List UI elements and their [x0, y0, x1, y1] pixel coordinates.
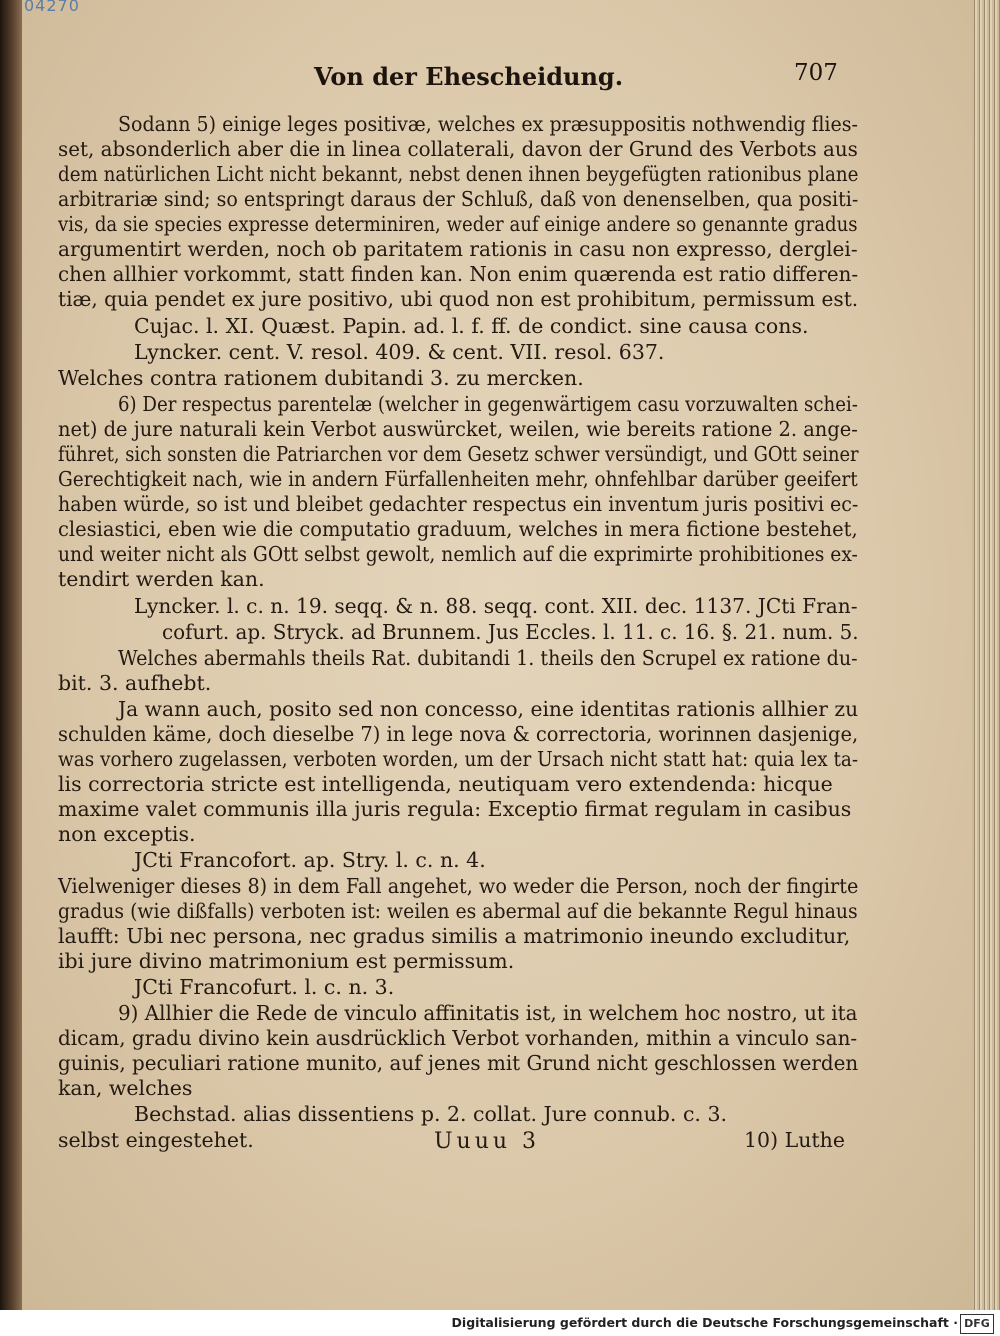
citation-line: cofurt. ap. Stryck. ad Brunnem. Jus Eccles. l. 11. c. 16. §. 21. num. 5.: [162, 620, 859, 644]
text-line: clesiastici, eben wie die computatio graduum, welches in mera fictione bestehet,: [58, 517, 858, 541]
footer-bar: [0, 1310, 1000, 1336]
text-line: lis correctoria stricte est intelligenda, neutiquam vero extendenda: hicque: [58, 772, 833, 796]
citation-line: JCti Francofort. ap. Stry. l. c. n. 4.: [134, 848, 486, 872]
citation-line: JCti Francofurt. l. c. n. 3.: [134, 975, 395, 999]
text-line: laufft: Ubi nec persona, nec gradus similis a matrimonio ineundo excluditur,: [58, 924, 851, 948]
catchword: 10) Luthe: [744, 1128, 845, 1152]
funding-notice: Digitalisierung gefördert durch die Deutsche Forschungsgemeinschaft ·: [451, 1315, 958, 1330]
text-line: kan, welches: [58, 1076, 193, 1100]
book-page: [22, 0, 972, 1310]
text-line: führet, sich sonsten die Patriarchen vor dem Gesetz schwer versündigt, und GOtt seiner: [58, 442, 859, 466]
citation-line: Lyncker. l. c. n. 19. seqq. & n. 88. seqq. cont. XII. dec. 1137. JCti Fran-: [134, 594, 858, 618]
text-line: 6) Der respectus parentelæ (welcher in gegenwärtigem casu vorzuwalten schei-: [118, 392, 858, 416]
text-line: set, absonderlich aber die in linea collaterali, davon der Grund des Verbots aus: [58, 137, 858, 161]
text-line: was vorhero zugelassen, verboten worden, um der Ursach nicht statt hat: quia lex ta-: [58, 747, 859, 771]
dfg-logo: DFG: [960, 1314, 994, 1334]
text-line: arbitrariæ sind; so entspringt daraus der Schluß, daß von denenselben, qua positi-: [58, 187, 859, 211]
running-head: Von der Ehescheidung.: [314, 62, 624, 91]
text-line: tiæ, quia pendet ex jure positivo, ubi quod non est prohibitum, permissum est.: [58, 287, 859, 311]
text-line: haben würde, so ist und bleibet gedachter respectus ein inventum juris positivi ec-: [58, 492, 859, 516]
text-line: 9) Allhier die Rede de vinculo affinitatis ist, in welchem hoc nostro, ut ita: [118, 1001, 858, 1025]
text-line: guinis, peculiari ratione munito, auf jenes mit Grund nicht geschlossen werden: [58, 1051, 859, 1075]
signature-mark: Uuuu 3: [434, 1129, 541, 1154]
citation-line: Lyncker. cent. V. resol. 409. & cent. VII. resol. 637.: [134, 340, 665, 364]
text-line: Sodann 5) einige leges positivæ, welches ex præsuppositis nothwendig flies-: [118, 112, 858, 136]
text-line: Gerechtigkeit nach, wie in andern Fürfallenheiten mehr, ohnfehlbar darüber geeifert: [58, 467, 858, 491]
page-number: 707: [794, 60, 838, 86]
text-line: dem natürlichen Licht nicht bekannt, nebst denen ihnen beygefügten rationibus plane: [58, 162, 859, 186]
text-line: ibi jure divino matrimonium est permissum.: [58, 949, 515, 973]
text-line: und weiter nicht als GOtt selbst gewolt, nemlich auf die exprimirte prohibitiones ex-: [58, 542, 858, 566]
text-line: gradus (wie dißfalls) verboten ist: weilen es abermal auf die bekannte Regul hinaus: [58, 899, 858, 923]
citation-line: Bechstad. alias dissentiens p. 2. collat. Jure connub. c. 3.: [134, 1102, 728, 1126]
book-spine-edge: [0, 0, 22, 1310]
text-line: selbst eingestehet.: [58, 1128, 254, 1152]
text-line: Ja wann auch, posito sed non concesso, eine identitas rationis allhier zu: [118, 697, 859, 721]
text-line: bit. 3. aufhebt.: [58, 671, 212, 695]
text-line: argumentirt werden, noch ob paritatem rationis in casu non expresso, derglei-: [58, 237, 858, 261]
text-line: Welches contra rationem dubitandi 3. zu mercken.: [58, 366, 584, 390]
text-line: net) de jure naturali kein Verbot auswürcket, weilen, wie bereits ratione 2. ange-: [58, 417, 858, 441]
page-stack-edge: [972, 0, 1000, 1310]
archive-stamp: 04270: [24, 0, 80, 15]
text-line: Welches abermahls theils Rat. dubitandi 1. theils den Scrupel ex ratione du-: [118, 646, 858, 670]
text-line: tendirt werden kan.: [58, 567, 265, 591]
text-line: maxime valet communis illa juris regula: Exceptio firmat regulam in casibus: [58, 797, 852, 821]
text-line: chen allhier vorkommt, statt finden kan. Non enim quærenda est ratio differen-: [58, 262, 859, 286]
text-line: Vielweniger dieses 8) in dem Fall angehet, wo weder die Person, noch der fingirte: [58, 874, 859, 898]
text-line: non exceptis.: [58, 822, 196, 846]
text-line: schulden käme, doch dieselbe 7) in lege nova & correctoria, worinnen dasjenige,: [58, 722, 859, 746]
citation-line: Cujac. l. XI. Quæst. Papin. ad. l. f. ff. de condict. sine causa cons.: [134, 314, 809, 338]
text-line: vis, da sie species expresse determiniren, weder auf einige andere so genannte gradus: [58, 212, 858, 236]
text-line: dicam, gradu divino kein ausdrücklich Verbot vorhanden, mithin a vinculo san-: [58, 1026, 858, 1050]
